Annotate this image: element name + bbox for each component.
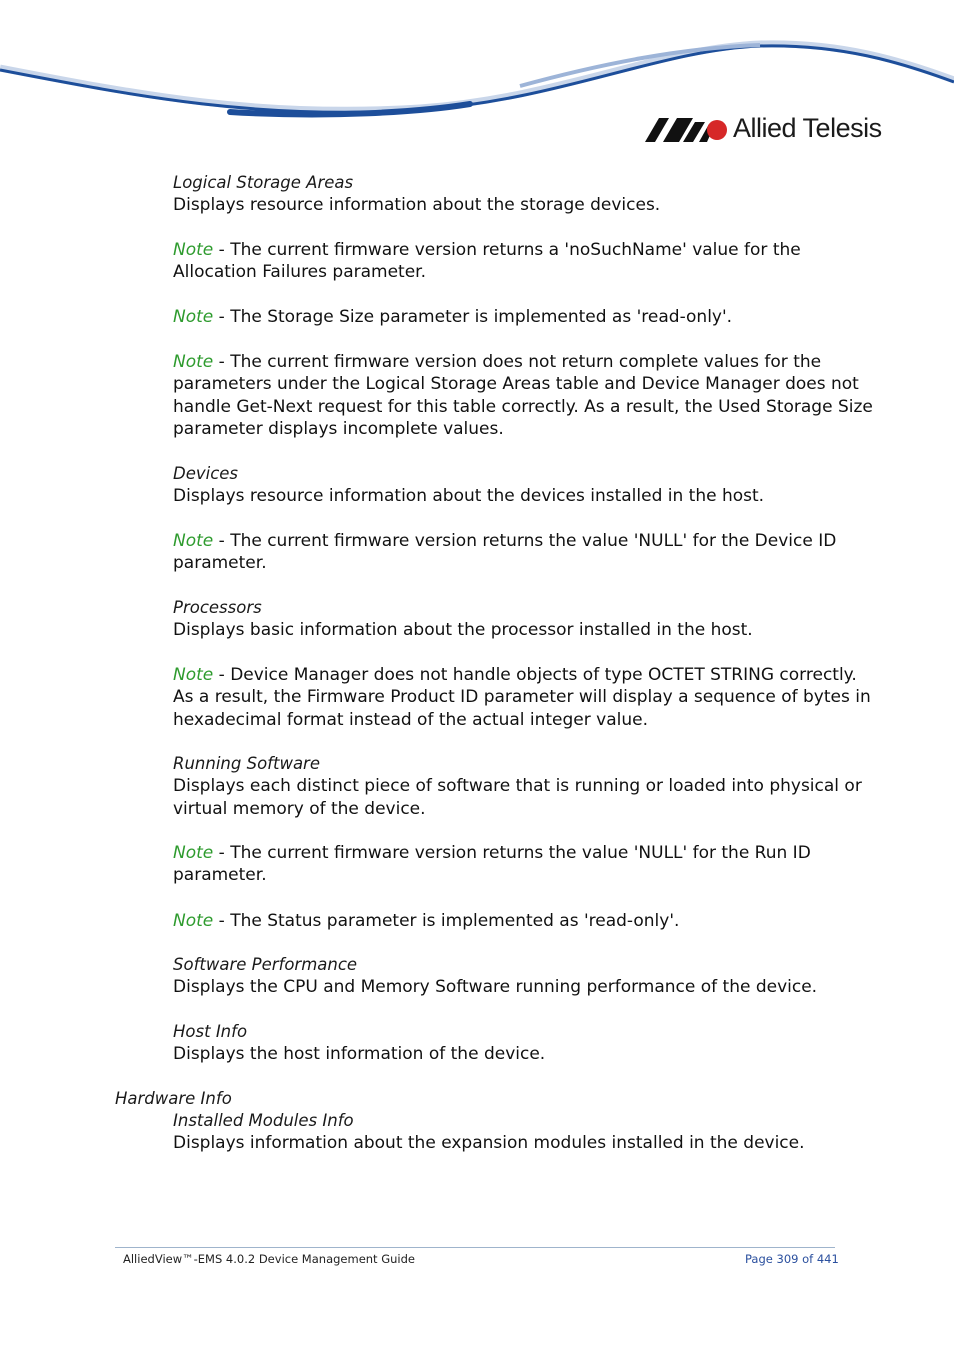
section-logical-storage-areas — [173, 172, 660, 217]
section-text: Displays basic information about the processor installed in the host. — [173, 620, 753, 641]
section-text: virtual memory of the device. — [173, 798, 426, 819]
section-text: Displays information about the expansion modules installed in the device. — [173, 1133, 805, 1154]
note-block — [173, 239, 801, 284]
note-text: - The current firmware version returns a 'noSuchName' value for the — [213, 240, 801, 260]
section-text: Displays resource information about the storage devices. — [173, 195, 661, 216]
note-block — [173, 306, 732, 328]
note-label: Note — [173, 665, 214, 685]
section-devices — [173, 463, 764, 508]
logo-mark-icon — [645, 112, 729, 144]
note-label: Note — [173, 911, 214, 931]
allied-telesis-logo — [645, 108, 905, 148]
note-block — [173, 351, 873, 441]
note-label: Note — [173, 240, 214, 260]
note-block — [173, 910, 679, 932]
note-text: parameter displays incomplete values. — [173, 419, 504, 440]
note-text: hexadecimal format instead of the actual integer value. — [173, 709, 648, 730]
section-host-info — [173, 1021, 545, 1066]
note-label: Note — [173, 352, 214, 372]
logo-text: Allied Telesis — [733, 112, 882, 143]
note-block — [173, 530, 836, 575]
section-heading: Logical Storage Areas — [173, 173, 354, 192]
section-heading: Software Performance — [173, 955, 358, 974]
note-text: - The current firmware version does not return complete values for the — [213, 352, 822, 372]
footer-title: AlliedView™-EMS 4.0.2 Device Management Guide — [123, 1252, 415, 1266]
section-text: Displays resource information about the devices installed in the host. — [173, 486, 765, 507]
note-text: - The current firmware version returns the value 'NULL' for the Run ID — [213, 843, 811, 863]
note-text: Allocation Failures parameter. — [173, 262, 426, 283]
section-text: Displays each distinct piece of software that is running or loaded into physical or — [173, 776, 862, 797]
note-text: - The Status parameter is implemented as 'read-only'. — [213, 911, 680, 931]
note-text: - Device Manager does not handle objects of type OCTET STRING correctly. — [213, 665, 857, 685]
section-heading: Installed Modules Info — [173, 1111, 354, 1130]
note-text: parameter. — [173, 553, 267, 574]
section-installed-modules-info — [173, 1110, 805, 1155]
section-text: Displays the host information of the device. — [173, 1044, 546, 1065]
note-text: handle Get-Next request for this table correctly. As a result, the Used Storage Size — [173, 396, 873, 417]
section-text: Displays the CPU and Memory Software running performance of the device. — [173, 977, 818, 998]
section-running-software — [173, 753, 862, 820]
section-heading: Processors — [173, 598, 262, 617]
section-heading: Host Info — [173, 1022, 248, 1041]
section-heading: Running Software — [173, 754, 320, 773]
footer-divider — [115, 1247, 835, 1248]
note-label: Note — [173, 531, 214, 551]
section-software-performance — [173, 954, 817, 999]
note-block — [173, 664, 871, 731]
section-heading: Devices — [173, 464, 239, 483]
note-block — [173, 842, 811, 887]
section-processors — [173, 597, 753, 642]
section-hardware-info — [115, 1088, 232, 1110]
note-text: parameter. — [173, 865, 267, 886]
note-text: - The Storage Size parameter is implemented as 'read-only'. — [213, 307, 733, 327]
note-text: parameters under the Logical Storage Areas table and Device Manager does not — [173, 374, 859, 395]
note-label: Note — [173, 307, 214, 327]
note-label: Note — [173, 843, 214, 863]
note-text: As a result, the Firmware Product ID parameter will display a sequence of bytes in — [173, 687, 871, 708]
page-number: Page 309 of 441 — [745, 1252, 839, 1266]
section-heading: Hardware Info — [115, 1089, 232, 1108]
note-text: - The current firmware version returns the value 'NULL' for the Device ID — [213, 531, 837, 551]
